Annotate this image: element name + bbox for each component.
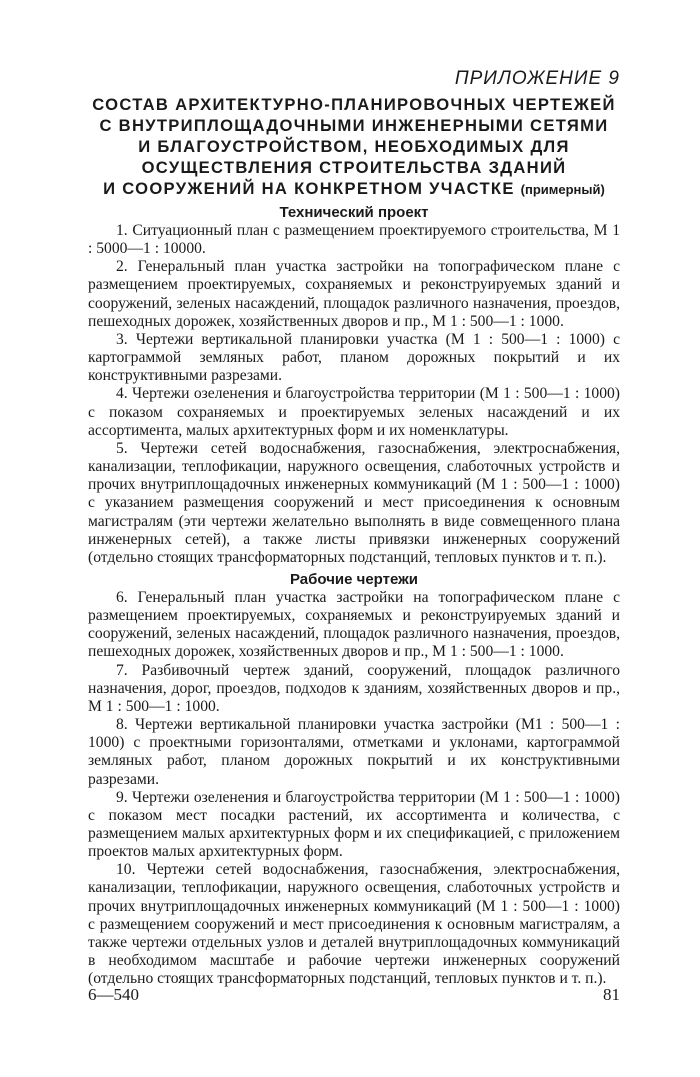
title-line-last — [88, 178, 620, 200]
list-item: 9. Чертежи озеленения и благоустройства территории (М 1 : 500—1 : 1000) с показом мест посадки растений, их ассортимента и количества, с размещением малых архитектурных форм и их спецификацией, с приложением проектов малых архитектурных форм. — [88, 788, 620, 861]
list-item: 4. Чертежи озеленения и благоустройства территории (М 1 : 500—1 : 1000) с показом сохраняемых и проектируемых зеленых насаждений и их ассортимента, малых архитектурных форм и их номенклатуры. — [88, 385, 620, 439]
list-item: 6. Генеральный план участка застройки на топографическом плане с размещением проектируемых, сохраняемых и реконструируемых зданий и сооружений, зеленых насаждений, площадок различного назначения, проездов, пешеходных дорожек, хозяйственных дворов и пр., М 1 : 500—1 : 1000. — [88, 588, 620, 661]
list-item: 7. Разбивочный чертеж зданий, сооружений, площадок различного назначения, дорог, проездов, подходов к зданиям, хозяйственных дворов и пр., М 1 : 500—1 : 1000. — [88, 661, 620, 715]
title-line: ОСУЩЕСТВЛЕНИЯ СТРОИТЕЛЬСТВА ЗДАНИЙ — [141, 158, 567, 177]
document-page — [88, 68, 620, 988]
appendix-label: ПРИЛОЖЕНИЕ 9 — [454, 68, 620, 89]
title-line: С ВНУТРИПЛОЩАДОЧНЫМИ ИНЖЕНЕРНЫМИ СЕТЯМИ — [99, 116, 609, 135]
title-line: СОСТАВ АРХИТЕКТУРНО-ПЛАНИРОВОЧНЫХ ЧЕРТЕЖЕЙ — [92, 95, 616, 114]
section-heading: Технический проект — [279, 204, 429, 221]
section-technical-project — [88, 203, 620, 567]
list-item: 3. Чертежи вертикальной планировки участка (М 1 : 500—1 : 1000) с картограммой земляных работ, планом дорожных покрытий и их конструктивными разрезами. — [88, 330, 620, 385]
title-suffix: (примерный) — [520, 182, 605, 197]
list-item: 1. Ситуационный план с размещением проектируемого строительства, М 1 : 5000—1 : 10000. — [88, 222, 620, 258]
document-title — [88, 94, 620, 200]
list-item: 8. Чертежи вертикальной планировки участка застройки (М1 : 500—1 : 1000) с проектными горизонталями, отметками и уклонами, картограммой земляных работ, планом дорожных покрытий и их конструктивными разрезами. — [88, 716, 620, 788]
title-line: И СООРУЖЕНИЙ НА КОНКРЕТНОМ УЧАСТКЕ — [103, 179, 515, 198]
list-item: 5. Чертежи сетей водоснабжения, газоснабжения, электроснабжения, канализации, теплофикации, наружного освещения, слаботочных устройств и прочих внутриплощадочных инженерных коммуникаций (М 1 : 500—1 : 1000) с указанием размещения сооружений и мест присоединения к основным магистралям (эти чертежи желательно выполнять в виде совмещенного плана инженерных сетей), а также листы привязки инженерных сооружений (отдельно стоящих трансформаторных подстанций, тепловых пунктов и т. п.). — [88, 439, 620, 566]
section-working-drawings — [88, 570, 620, 988]
list-item: 10. Чертежи сетей водоснабжения, газоснабжения, электроснабжения, канализации, теплофикации, наружного освещения, слаботочных устройств и прочих внутриплощадочных инженерных коммуникаций (М 1 : 500—1 : 1000) с размещением сооружений и мест присоединения к основным магистралям, а также чертежи отдельных узлов и деталей внутриплощадочных коммуникаций в необходимом масштабе и рабочие чертежи инженерных сооружений (отдельно стоящих трансформаторных подстанций, тепловых пунктов и т. п.). — [88, 861, 620, 988]
title-line: И БЛАГОУСТРОЙСТВОМ, НЕОБХОДИМЫХ ДЛЯ — [138, 137, 570, 156]
section-heading: Рабочие чертежи — [289, 570, 418, 588]
list-item: 2. Генеральный план участка застройки на топографическом плане с размещением проектируемых, сохраняемых и реконструируемых зданий и сооружений, зеленых насаждений, площадок различного назначения, проездов, пешеходных дорожек, хозяйственных дворов и пр., М 1 : 500—1 : 1000. — [88, 258, 620, 330]
page-number: 81 — [603, 985, 620, 1004]
printer-signature: 6—540 — [88, 985, 139, 1004]
